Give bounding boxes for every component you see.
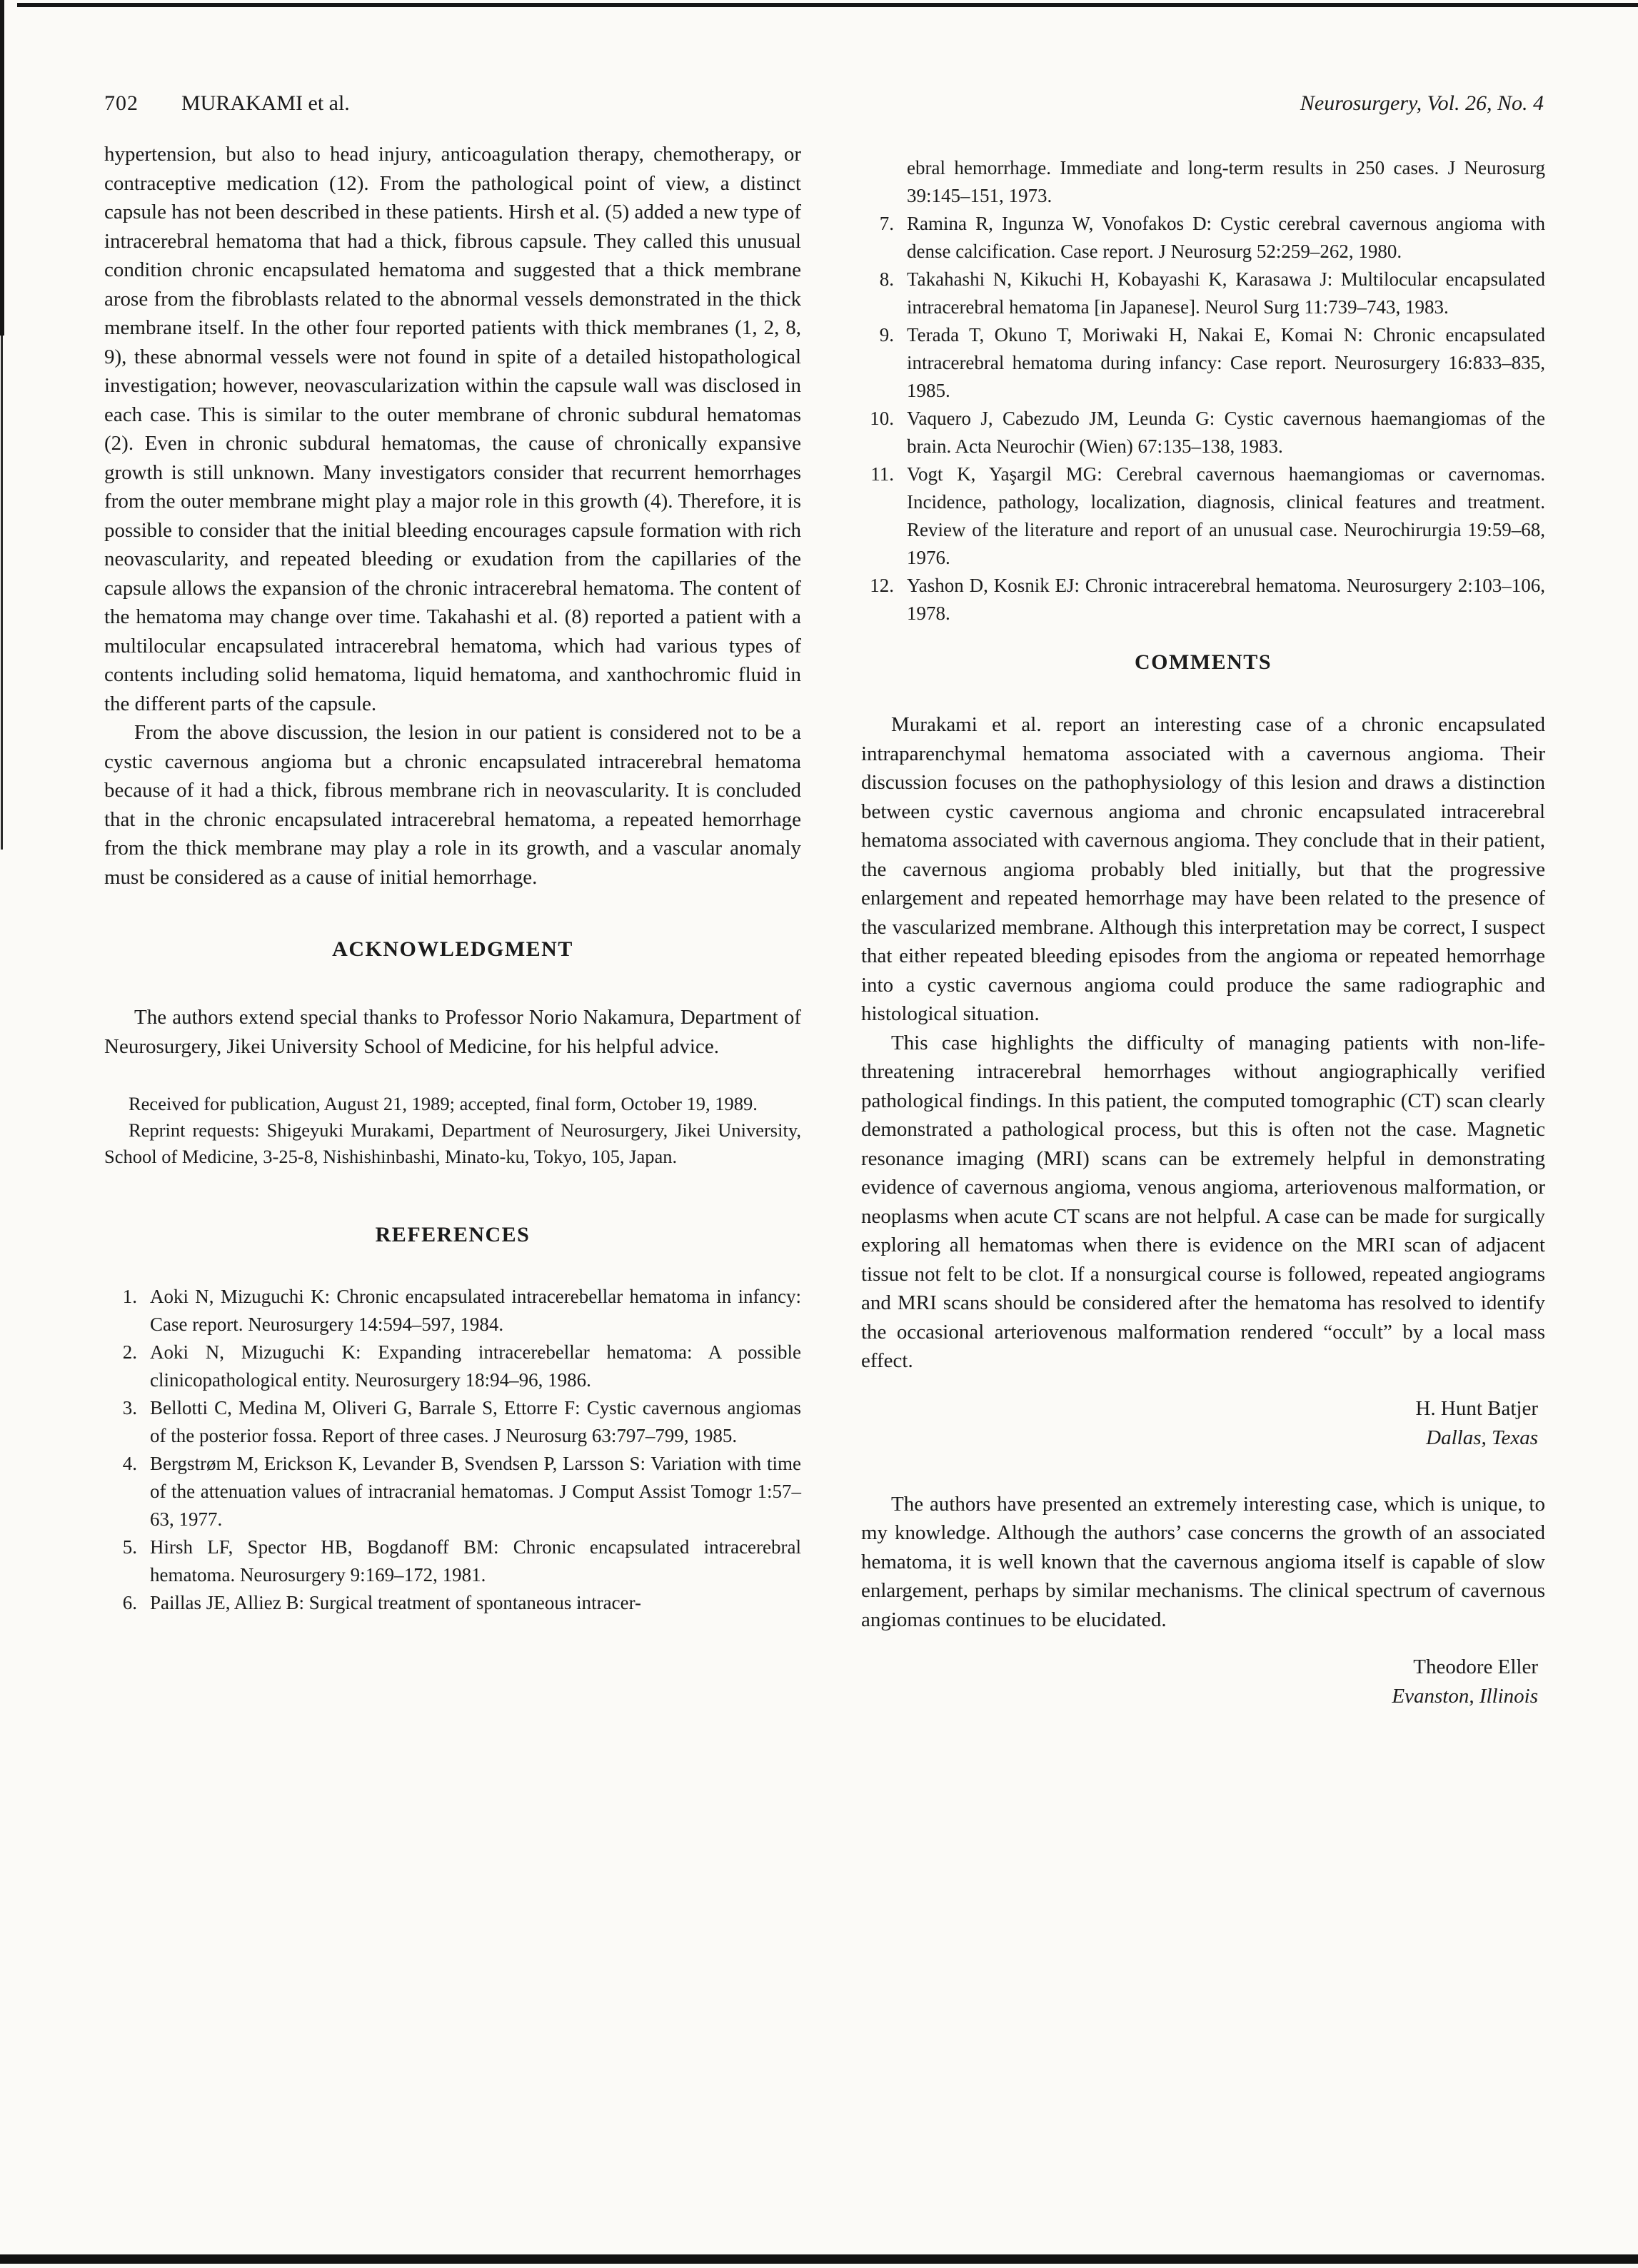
scan-edge-left-upper [0,0,4,336]
acknowledgment-body: The authors extend special thanks to Professor Norio Nakamura, Department of Neurosurgery, Jikei University School of Medicine, for his helpful advice. [104,1006,801,1058]
reference-list-right [861,210,1545,628]
reference-text: Terada T, Okuno T, Moriwaki H, Nakai E, Komai N: Chronic encapsulated intracerebral hematoma during infancy: Case report. Neurosurgery 16:833–835, 1985. [907,324,1545,401]
reference-text: Yashon D, Kosnik EJ: Chronic intracerebral hematoma. Neurosurgery 2:103–106, 1978. [907,575,1545,624]
reference-text: Aoki N, Mizuguchi K: Expanding intracerebellar hematoma: A possible clinicopathological entity. Neurosurgery 18:94–96, 1986. [150,1341,801,1391]
comments-heading: COMMENTS [1135,650,1272,674]
comment-signature [861,1394,1545,1453]
references-heading: REFERENCES [375,1223,531,1246]
reference-number: 7. [879,213,894,234]
reference-number: 11. [870,463,894,485]
reference-item [104,1283,801,1339]
reference-item [861,460,1545,572]
comment-paragraph: Murakami et al. report an interesting case of a chronic encapsulated intraparenchymal hematoma associated with a cavernous angioma. Their discussion focuses on the pathophysiology of this lesion and draws a distinction between cystic cavernous angioma and chronic encapsulated intracerebral hematoma associated with cavernous angioma. They conclude that in their patient, the cavernous angioma probably bled initially, but that the progressive enlargement and repeated hemorrhage may have been related to the presence of the vascularized membrane. Although this interpretation may be correct, I suspect that either repeated bleeding episodes from the angioma or repeated hemorrhage into a cystic cavernous angioma could produce the same radiographic and histological situation. [861,713,1545,1025]
reference-text: Takahashi N, Kikuchi H, Kobayashi K, Karasawa J: Multilocular encapsulated intracerebral hematoma [in Japanese]. Neurol Surg 11:739–743, 1983. [907,268,1545,318]
reference-text: Paillas JE, Alliez B: Surgical treatment of spontaneous intracer- [150,1592,642,1613]
scan-edge-bottom [0,2254,1638,2264]
reference-list-left [104,1283,801,1617]
reference-text: Bellotti C, Medina M, Oliveri G, Barrale S, Ettorre F: Cystic cavernous angiomas of the posterior fossa. Report of three cases. J Neurosurg 63:797–799, 1985. [150,1397,801,1446]
reference-number: 9. [879,324,894,346]
commenter-name: Theodore Eller [1413,1655,1538,1678]
reference-number: 2. [122,1341,137,1363]
reference-number: 12. [870,575,894,596]
comment-paragraph: This case highlights the difficulty of managing patients with non-life-threatening intracerebral hemorrhages without angiographically verified pathological findings. In this patient, the computed tomographic (CT) scan clearly demonstrated a pathological process, but this is often not the case. Magnetic resonance imaging (MRI) scans can be extremely helpful in demonstrating evidence of cavernous angioma, venous angioma, arteriovenous malformation, or neoplasms when acute CT scans are not helpful. A case can be made for surgically exploring all hematomas when there is evidence on the MRI scan of adjacent tissue not felt to be clot. If a nonsurgical course is followed, repeated angiograms and MRI scans should be considered after the hematoma has resolved to identify the occasional arteriovenous malformation rendered “occult” by a local mass effect. [861,1031,1545,1372]
reference-text: Hirsh LF, Spector HB, Bogdanoff BM: Chronic encapsulated intracerebral hematoma. Neurosurgery 9:169–172, 1981. [150,1536,801,1586]
reference-text: Aoki N, Mizuguchi K: Chronic encapsulated intracerebellar hematoma in infancy: Case report. Neurosurgery 14:594–597, 1984. [150,1286,801,1335]
reference-item [861,210,1545,266]
reference-item [861,572,1545,628]
reference-continuation: ebral hemorrhage. Immediate and long-term results in 250 cases. J Neurosurg 39:145–151, 1973. [907,157,1545,206]
reference-number: 3. [122,1397,137,1418]
reference-item [861,266,1545,321]
reference-item [104,1589,801,1617]
reference-text: Vaquero J, Cabezudo JM, Leunda G: Cystic cavernous haemangiomas of the brain. Acta Neurochir (Wien) 67:135–138, 1983. [907,408,1545,457]
commenter-name: H. Hunt Batjer [1415,1396,1538,1420]
publication-notes [104,1091,801,1170]
reference-number: 4. [122,1453,137,1474]
journal-reference: Neurosurgery, Vol. 26, No. 4 [1300,91,1544,115]
right-column [861,154,1545,1738]
scan-edge-left-lower [1,336,3,850]
reference-item [104,1450,801,1533]
comment-signature [861,1653,1545,1711]
running-authors: MURAKAMI et al. [181,91,350,115]
received-note: Received for publication, August 21, 1989; accepted, final form, October 19, 1989. [129,1093,758,1114]
reference-number: 8. [879,268,894,290]
reference-text: Ramina R, Ingunza W, Vonofakos D: Cystic cerebral cavernous angioma with dense calcification. Case report. J Neurosurg 52:259–262, 1980. [907,213,1545,262]
reference-item [104,1339,801,1394]
reference-text: Vogt K, Yaşargil MG: Cerebral cavernous haemangiomas or cavernomas. Incidence, pathology, localization, diagnosis, clinical features and treatment. Review of the literature and report of an unusual case. Neurochirurgia 19:59–68, 1976. [907,463,1545,568]
left-column [104,140,801,1617]
reference-item [861,405,1545,460]
reference-number: 6. [122,1592,137,1613]
reference-item [104,1533,801,1589]
acknowledgment-heading: ACKNOWLEDGMENT [332,937,573,961]
commenter-location: Evanston, Illinois [1392,1685,1538,1708]
scan-edge-top [17,3,1638,7]
reference-item [104,1394,801,1450]
reprint-note: Reprint requests: Shigeyuki Murakami, Department of Neurosurgery, Jikei University, School of Medicine, 3-25-8, Nishishinbashi, Minato-ku, Tokyo, 105, Japan. [104,1119,801,1167]
running-head [104,91,1544,116]
reference-number: 10. [870,408,894,429]
reference-text: Bergstrøm M, Erickson K, Levander B, Svendsen P, Larsson S: Variation with time of the attenuation values of intracranial hematomas. J Comput Assist Tomogr 1:57–63, 1977. [150,1453,801,1530]
body-paragraph: hypertension, but also to head injury, anticoagulation therapy, chemotherapy, or contraceptive medication (12). From the pathological point of view, a distinct capsule has not been described in these patients. Hirsh et al. (5) added a new type of intracerebral hematoma that had a thick, fibrous capsule. They called this unusual condition chronic encapsulated hematoma and suggested that a thick membrane arose from the fibroblasts related to the abnormal vessels demonstrated in the thick membrane itself. In the other four reported patients with thick membranes (1, 2, 8, 9), these abnormal vessels were not found in spite of a detailed histopathological investigation; however, neovascularization within the capsule wall was disclosed in each case. This is similar to the outer membrane of chronic subdural hematomas (2). Even in chronic subdural hematomas, the cause of chronically expansive growth is still unknown. Many investigators consider that recurrent hemorrhages from the outer membrane might play a major role in this growth (4). Therefore, it is possible to consider that the initial bleeding encourages capsule formation with rich neovascularity, and repeated bleeding or exudation from the capillaries of the capsule allows the expansion of the chronic intracerebral hematoma. The content of the hematoma may change over time. Takahashi et al. (8) reported a patient with a multilocular encapsulated intracerebral hematoma, which had various types of contents including solid hematoma, liquid hematoma, and xanthochromic fluid in the different parts of the capsule. [104,143,802,715]
commenter-location: Dallas, Texas [1426,1426,1538,1449]
page-number: 702 [104,91,139,115]
body-paragraph: From the above discussion, the lesion in our patient is considered not to be a cystic cavernous angioma but a chronic encapsulated intracerebral hematoma because of it had a thick, fibrous membrane rich in neovascularity. It is concluded that in the chronic encapsulated intracerebral hematoma, a repeated hemorrhage from the thick membrane may play a role in its growth, and a vascular anomaly must be considered as a cause of initial hemorrhage. [104,721,801,889]
reference-number: 1. [122,1286,137,1307]
reference-number: 5. [122,1536,137,1558]
comment-paragraph: The authors have presented an extremely interesting case, which is unique, to my knowledge. Although the authors’ case concerns the growth of an associated hematoma, it is well known that the cavernous angioma itself is capable of slow enlargement, perhaps by similar mechanisms. The clinical spectrum of cavernous angiomas continues to be elucidated. [861,1492,1545,1631]
reference-item [861,321,1545,405]
